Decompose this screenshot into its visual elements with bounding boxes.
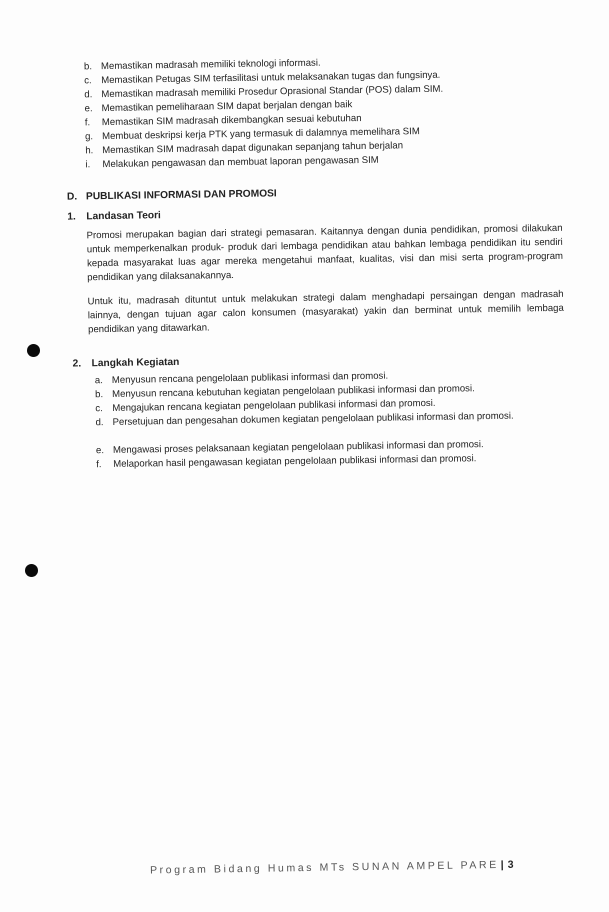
section-heading: D. PUBLIKASI INFORMASI DAN PROMOSI	[66, 188, 277, 203]
list-item: c. Memastikan Petugas SIM terfasilitasi untuk melaksanakan tugas dan fungsinya.	[84, 69, 441, 87]
footer-separator: |	[500, 858, 504, 871]
list-item: i. Melakukan pengawasan dan membuat laporan pengawasan SIM	[85, 154, 379, 171]
list-item: f. Memastikan SIM madrasah dikembangkan sesuai kebutuhan	[84, 112, 362, 129]
subsection-heading: 1. Landasan Teori	[67, 210, 161, 223]
list-item: a. Menyusun rencana pengelolaan publikasi informasi dan promosi.	[94, 370, 389, 387]
list-item: c. Mengajukan rencana kegiatan pengelolaan publikasi informasi dan promosi.	[95, 397, 436, 415]
footer-program-text: Program Bidang Humas MTs SUNAN AMPEL PARE	[149, 858, 499, 877]
paragraph: Untuk itu, madrasah dituntut untuk melakukan strategi dalam menghadapi persaingan dengan madrasah lainnya, dengan tujuan agar calon konsumen (masyarakat) yakin dan berminat untuk memilih lembaga pendidikan yang ditawarkan.	[87, 288, 564, 336]
list-item: b. Menyusun rencana kebutuhan kegiatan pengelolaan publikasi informasi dan promosi.	[95, 383, 475, 401]
page-number: 3	[507, 858, 514, 871]
list-item: d. Persetujuan dan pengesahan dokumen kegiatan pengelolaan publikasi informasi dan promosi.	[95, 410, 514, 429]
list-item: h. Memastikan SIM madrasah dapat digunakan sepanjang tahun berjalan	[85, 140, 404, 157]
list-item: e. Mengawasi proses pelaksanaan kegiatan pengelolaan publikasi informasi dan promosi.	[95, 439, 484, 457]
list-item: d. Memastikan madrasah memiliki Prosedur Oprasional Standar (POS) dalam SIM.	[84, 83, 444, 101]
list-item: b. Memastikan madrasah memiliki teknologi informasi.	[83, 57, 321, 73]
list-item: g. Membuat deskripsi kerja PTK yang termasuk di dalamnya memelihara SIM	[84, 126, 420, 143]
paragraph: Promosi merupakan bagian dari strategi pemasaran. Kaitannya dengan dunia pendidikan, promosi dilakukan untuk memperkenalkan produk- produk dari lembaga pendidikan atau bahkan lembaga pendidikan itu sendiri kepada masyarakat luas agar mereka mengetahui manfaat, kualitas, visi dan misi serta program-program pendidikan yang dilaksanakannya.	[86, 222, 564, 284]
subsection-heading: 2. Langkah Kegiatan	[72, 356, 180, 370]
list-item: f. Melaporkan hasil pengawasan kegiatan pengelolaan publikasi informasi dan promosi.	[96, 453, 477, 471]
list-item: e. Memastikan pemeliharaan SIM dapat berjalan dengan baik	[84, 99, 353, 115]
